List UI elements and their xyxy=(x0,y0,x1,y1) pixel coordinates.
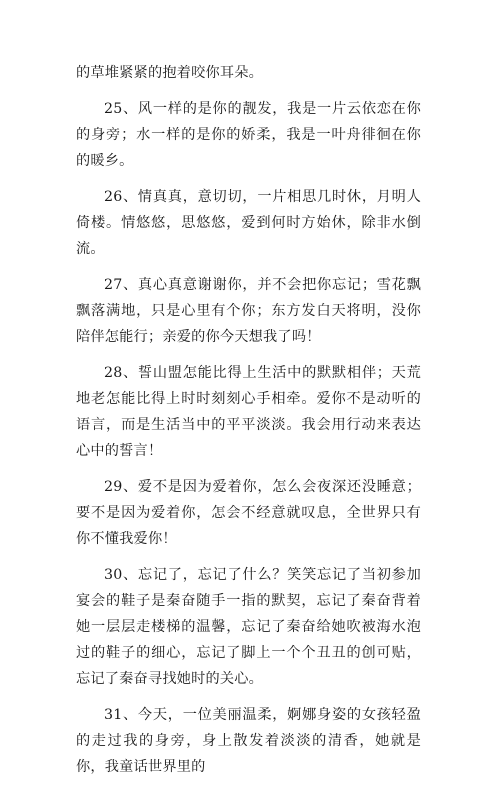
paragraph-26: 26、情真真，意切切，一片相思几时休，月明人倚楼。情悠悠，思悠悠，爱到何时方始休，除非水倒流。 xyxy=(76,189,421,257)
paragraph-25: 25、风一样的是你的靓发，我是一片云依恋在你的身旁；水一样的是你的娇柔，我是一叶舟徘徊在你的暖乡。 xyxy=(76,101,421,169)
paragraph-31: 31、今天，一位美丽温柔，婀娜身姿的女孩轻盈的走过我的身旁，身上散发着淡淡的清香，她就是你，我童话世界里的 xyxy=(76,707,421,775)
paragraph-continuation: 的草堆紧紧的抱着咬你耳朵。 xyxy=(76,65,264,81)
paragraph-28: 28、誓山盟怎能比得上生活中的默默相伴；天荒地老怎能比得上时时刻刻心手相牵。爱你不是动听的语言，而是生活当中的平平淡淡。我会用行动来表达心中的誓言！ xyxy=(76,365,421,459)
document-body xyxy=(76,60,421,790)
paragraph-30: 30、忘记了，忘记了什么？笑笑忘记了当初参加宴会的鞋子是秦奋随手一指的默契，忘记了秦奋背着她一层层走楼梯的温馨，忘记了秦奋给她吹被海水泡过的鞋子的细心，忘记了脚上一个个丑丑的创可贴，忘记了秦奋寻找她时的关心。 xyxy=(76,567,421,687)
paragraph-27: 27、真心真意谢谢你，并不会把你忘记；雪花飘飘落满地，只是心里有个你；东方发白天将明，没你陪伴怎能行；亲爱的你今天想我了吗！ xyxy=(76,277,421,345)
paragraph-29: 29、爱不是因为爱着你，怎么会夜深还没睡意；要不是因为爱着你，怎会不经意就叹息，全世界只有你不懂我爱你！ xyxy=(76,479,421,547)
